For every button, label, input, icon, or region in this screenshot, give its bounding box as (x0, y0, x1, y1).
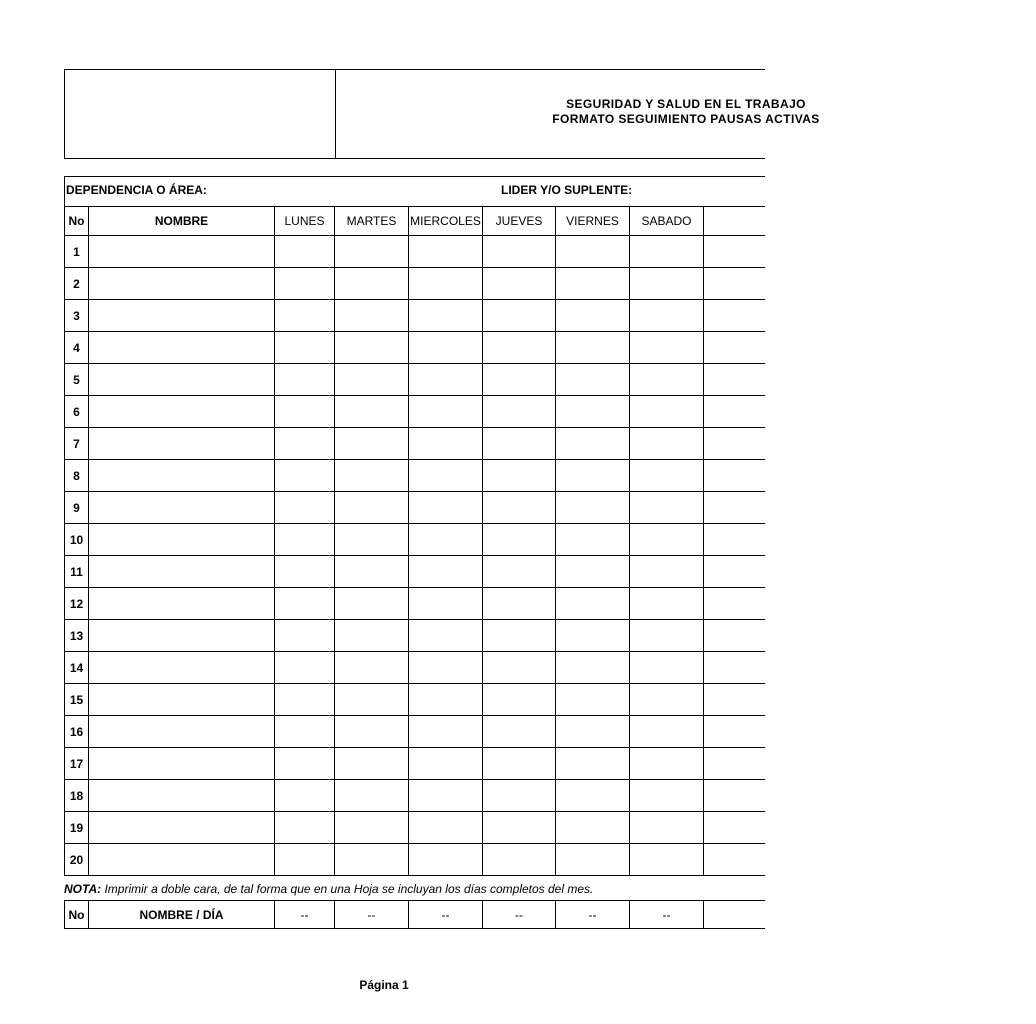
lunes-cell[interactable] (275, 268, 335, 300)
table-row (65, 332, 765, 364)
name-cell[interactable] (89, 620, 275, 652)
lunes-cell[interactable] (275, 300, 335, 332)
jueves-cell[interactable] (483, 492, 556, 524)
miercoles-cell[interactable] (409, 396, 483, 428)
extra-cell[interactable] (704, 364, 765, 396)
row-number: 10 (65, 524, 89, 556)
lunes-cell[interactable] (275, 588, 335, 620)
viernes-cell[interactable] (556, 492, 630, 524)
martes-cell[interactable] (335, 236, 409, 268)
sabado-cell[interactable] (630, 844, 704, 876)
name-cell[interactable] (89, 588, 275, 620)
martes-cell[interactable] (335, 652, 409, 684)
summary-extra-cell[interactable] (704, 901, 765, 929)
table-row (65, 396, 765, 428)
extra-cell[interactable] (704, 524, 765, 556)
table-row (65, 428, 765, 460)
jueves-cell[interactable] (483, 588, 556, 620)
miercoles-cell[interactable] (409, 716, 483, 748)
name-cell[interactable] (89, 268, 275, 300)
document-title: SEGURIDAD Y SALUD EN EL TRABAJO (566, 97, 806, 111)
miercoles-cell[interactable] (409, 780, 483, 812)
martes-cell[interactable] (335, 396, 409, 428)
table-row (65, 492, 765, 524)
lunes-cell[interactable] (275, 524, 335, 556)
info-cell[interactable] (65, 177, 765, 207)
sabado-cell[interactable] (630, 300, 704, 332)
viernes-cell[interactable] (556, 268, 630, 300)
summary-day-cell[interactable]: -- (335, 901, 409, 929)
table-row (65, 812, 765, 844)
row-number: 13 (65, 620, 89, 652)
lunes-cell[interactable] (275, 652, 335, 684)
lunes-cell[interactable] (275, 748, 335, 780)
row-number: 9 (65, 492, 89, 524)
martes-cell[interactable] (335, 492, 409, 524)
martes-cell[interactable] (335, 428, 409, 460)
name-cell[interactable] (89, 524, 275, 556)
jueves-cell[interactable] (483, 300, 556, 332)
summary-table (64, 900, 765, 929)
name-cell[interactable] (89, 300, 275, 332)
extra-cell[interactable] (704, 428, 765, 460)
row-number: 15 (65, 684, 89, 716)
jueves-cell[interactable] (483, 556, 556, 588)
row-number: 6 (65, 396, 89, 428)
name-cell[interactable] (89, 492, 275, 524)
extra-cell[interactable] (704, 588, 765, 620)
name-cell[interactable] (89, 748, 275, 780)
summary-no-label: No (65, 901, 89, 929)
table-row (65, 844, 765, 876)
jueves-cell[interactable] (483, 780, 556, 812)
table-row (65, 524, 765, 556)
extra-cell[interactable] (704, 236, 765, 268)
column-header-nombre: NOMBRE (89, 207, 275, 236)
extra-cell[interactable] (704, 268, 765, 300)
viernes-cell[interactable] (556, 684, 630, 716)
row-number: 7 (65, 428, 89, 460)
summary-day-cell[interactable]: -- (409, 901, 483, 929)
table-row (65, 556, 765, 588)
viernes-cell[interactable] (556, 812, 630, 844)
name-cell[interactable] (89, 716, 275, 748)
sabado-cell[interactable] (630, 652, 704, 684)
column-header-jueves: JUEVES (483, 207, 556, 236)
extra-cell[interactable] (704, 780, 765, 812)
table-row (65, 268, 765, 300)
note-label: NOTA: (64, 882, 102, 896)
martes-cell[interactable] (335, 716, 409, 748)
table-row (65, 460, 765, 492)
viernes-cell[interactable] (556, 652, 630, 684)
sabado-cell[interactable] (630, 236, 704, 268)
column-header-extra (704, 207, 765, 236)
jueves-cell[interactable] (483, 364, 556, 396)
row-number: 2 (65, 268, 89, 300)
lunes-cell[interactable] (275, 780, 335, 812)
document-header (64, 69, 820, 159)
sabado-cell[interactable] (630, 620, 704, 652)
viernes-cell[interactable] (556, 332, 630, 364)
martes-cell[interactable] (335, 556, 409, 588)
martes-cell[interactable] (335, 524, 409, 556)
name-cell[interactable] (89, 332, 275, 364)
row-number: 8 (65, 460, 89, 492)
viernes-cell[interactable] (556, 556, 630, 588)
lunes-cell[interactable] (275, 332, 335, 364)
sabado-cell[interactable] (630, 396, 704, 428)
table-row (65, 748, 765, 780)
martes-cell[interactable] (335, 684, 409, 716)
miercoles-cell[interactable] (409, 844, 483, 876)
name-cell[interactable] (89, 460, 275, 492)
miercoles-cell[interactable] (409, 364, 483, 396)
martes-cell[interactable] (335, 364, 409, 396)
row-number: 18 (65, 780, 89, 812)
extra-cell[interactable] (704, 332, 765, 364)
viernes-cell[interactable] (556, 780, 630, 812)
table-row (65, 236, 765, 268)
viernes-cell[interactable] (556, 236, 630, 268)
lunes-cell[interactable] (275, 620, 335, 652)
miercoles-cell[interactable] (409, 812, 483, 844)
column-header-lunes: LUNES (275, 207, 335, 236)
miercoles-cell[interactable] (409, 524, 483, 556)
viernes-cell[interactable] (556, 748, 630, 780)
viernes-cell[interactable] (556, 844, 630, 876)
viernes-cell[interactable] (556, 620, 630, 652)
miercoles-cell[interactable] (409, 620, 483, 652)
summary-day-cell[interactable]: -- (483, 901, 556, 929)
martes-cell[interactable] (335, 332, 409, 364)
extra-cell[interactable] (704, 652, 765, 684)
miercoles-cell[interactable] (409, 748, 483, 780)
row-number: 16 (65, 716, 89, 748)
jueves-cell[interactable] (483, 716, 556, 748)
sabado-cell[interactable] (630, 364, 704, 396)
lunes-cell[interactable] (275, 492, 335, 524)
logo-cell (65, 70, 336, 158)
header-row (65, 207, 765, 236)
info-row (65, 177, 765, 207)
name-cell[interactable] (89, 364, 275, 396)
column-header-sabado: SABADO (630, 207, 704, 236)
sabado-cell[interactable] (630, 268, 704, 300)
martes-cell[interactable] (335, 460, 409, 492)
table-row (65, 684, 765, 716)
page-number: Página 1 (359, 978, 409, 992)
sabado-cell[interactable] (630, 684, 704, 716)
note (64, 882, 764, 896)
jueves-cell[interactable] (483, 652, 556, 684)
table-row (65, 300, 765, 332)
column-header-martes: MARTES (335, 207, 409, 236)
table-row (65, 620, 765, 652)
jueves-cell[interactable] (483, 332, 556, 364)
martes-cell[interactable] (335, 844, 409, 876)
sabado-cell[interactable] (630, 332, 704, 364)
column-header-miercoles: MIERCOLES (409, 207, 483, 236)
attendance-table (64, 176, 765, 876)
sabado-cell[interactable] (630, 428, 704, 460)
sabado-cell[interactable] (630, 780, 704, 812)
sabado-cell[interactable] (630, 812, 704, 844)
viernes-cell[interactable] (556, 364, 630, 396)
jueves-cell[interactable] (483, 268, 556, 300)
row-number: 5 (65, 364, 89, 396)
jueves-cell[interactable] (483, 812, 556, 844)
miercoles-cell[interactable] (409, 492, 483, 524)
document-subtitle: FORMATO SEGUIMIENTO PAUSAS ACTIVAS (552, 112, 820, 126)
row-number: 12 (65, 588, 89, 620)
jueves-cell[interactable] (483, 236, 556, 268)
lunes-cell[interactable] (275, 812, 335, 844)
extra-cell[interactable] (704, 492, 765, 524)
jueves-cell[interactable] (483, 748, 556, 780)
summary-day-cell[interactable]: -- (556, 901, 630, 929)
miercoles-cell[interactable] (409, 428, 483, 460)
jueves-cell[interactable] (483, 684, 556, 716)
name-cell[interactable] (89, 236, 275, 268)
viernes-cell[interactable] (556, 588, 630, 620)
jueves-cell[interactable] (483, 620, 556, 652)
jueves-cell[interactable] (483, 524, 556, 556)
jueves-cell[interactable] (483, 396, 556, 428)
row-number: 19 (65, 812, 89, 844)
title-cell (336, 70, 820, 158)
miercoles-cell[interactable] (409, 588, 483, 620)
name-cell[interactable] (89, 780, 275, 812)
sabado-cell[interactable] (630, 748, 704, 780)
extra-cell[interactable] (704, 684, 765, 716)
viernes-cell[interactable] (556, 524, 630, 556)
lunes-cell[interactable] (275, 556, 335, 588)
extra-cell[interactable] (704, 396, 765, 428)
miercoles-cell[interactable] (409, 556, 483, 588)
extra-cell[interactable] (704, 556, 765, 588)
lunes-cell[interactable] (275, 396, 335, 428)
lunes-cell[interactable] (275, 716, 335, 748)
summary-day-cell[interactable]: -- (275, 901, 335, 929)
table-row (65, 652, 765, 684)
miercoles-cell[interactable] (409, 268, 483, 300)
table-row (65, 364, 765, 396)
row-number: 4 (65, 332, 89, 364)
viernes-cell[interactable] (556, 716, 630, 748)
row-number: 17 (65, 748, 89, 780)
martes-cell[interactable] (335, 588, 409, 620)
martes-cell[interactable] (335, 268, 409, 300)
lunes-cell[interactable] (275, 364, 335, 396)
lider-label: LIDER Y/O SUPLENTE: (501, 183, 633, 197)
note-text: Imprimir a doble cara, de tal forma que en una Hoja se incluyan los días completos del mes. (101, 882, 594, 896)
extra-cell[interactable] (704, 844, 765, 876)
sabado-cell[interactable] (630, 556, 704, 588)
lunes-cell[interactable] (275, 844, 335, 876)
sabado-cell[interactable] (630, 460, 704, 492)
dependencia-label: DEPENDENCIA O ÁREA: (66, 183, 207, 197)
miercoles-cell[interactable] (409, 300, 483, 332)
sabado-cell[interactable] (630, 716, 704, 748)
extra-cell[interactable] (704, 748, 765, 780)
summary-header-row (65, 901, 765, 929)
lunes-cell[interactable] (275, 460, 335, 492)
lunes-cell[interactable] (275, 428, 335, 460)
name-cell[interactable] (89, 396, 275, 428)
viernes-cell[interactable] (556, 460, 630, 492)
extra-cell[interactable] (704, 300, 765, 332)
table-row (65, 716, 765, 748)
table-row (65, 780, 765, 812)
sabado-cell[interactable] (630, 524, 704, 556)
lunes-cell[interactable] (275, 684, 335, 716)
name-cell[interactable] (89, 812, 275, 844)
row-number: 11 (65, 556, 89, 588)
jueves-cell[interactable] (483, 460, 556, 492)
miercoles-cell[interactable] (409, 684, 483, 716)
extra-cell[interactable] (704, 812, 765, 844)
name-cell[interactable] (89, 844, 275, 876)
name-cell[interactable] (89, 684, 275, 716)
miercoles-cell[interactable] (409, 236, 483, 268)
name-cell[interactable] (89, 428, 275, 460)
martes-cell[interactable] (335, 300, 409, 332)
sabado-cell[interactable] (630, 492, 704, 524)
summary-name-label: NOMBRE / DÍA (89, 901, 275, 929)
jueves-cell[interactable] (483, 844, 556, 876)
viernes-cell[interactable] (556, 396, 630, 428)
name-cell[interactable] (89, 652, 275, 684)
jueves-cell[interactable] (483, 428, 556, 460)
column-header-no: No (65, 207, 89, 236)
row-number: 3 (65, 300, 89, 332)
miercoles-cell[interactable] (409, 332, 483, 364)
name-cell[interactable] (89, 556, 275, 588)
extra-cell[interactable] (704, 620, 765, 652)
lunes-cell[interactable] (275, 236, 335, 268)
martes-cell[interactable] (335, 812, 409, 844)
martes-cell[interactable] (335, 780, 409, 812)
sabado-cell[interactable] (630, 588, 704, 620)
viernes-cell[interactable] (556, 300, 630, 332)
row-number: 20 (65, 844, 89, 876)
extra-cell[interactable] (704, 460, 765, 492)
table-row (65, 588, 765, 620)
summary-day-cell[interactable]: -- (630, 901, 704, 929)
row-number: 1 (65, 236, 89, 268)
martes-cell[interactable] (335, 620, 409, 652)
viernes-cell[interactable] (556, 428, 630, 460)
miercoles-cell[interactable] (409, 460, 483, 492)
martes-cell[interactable] (335, 748, 409, 780)
miercoles-cell[interactable] (409, 652, 483, 684)
row-number: 14 (65, 652, 89, 684)
column-header-viernes: VIERNES (556, 207, 630, 236)
extra-cell[interactable] (704, 716, 765, 748)
